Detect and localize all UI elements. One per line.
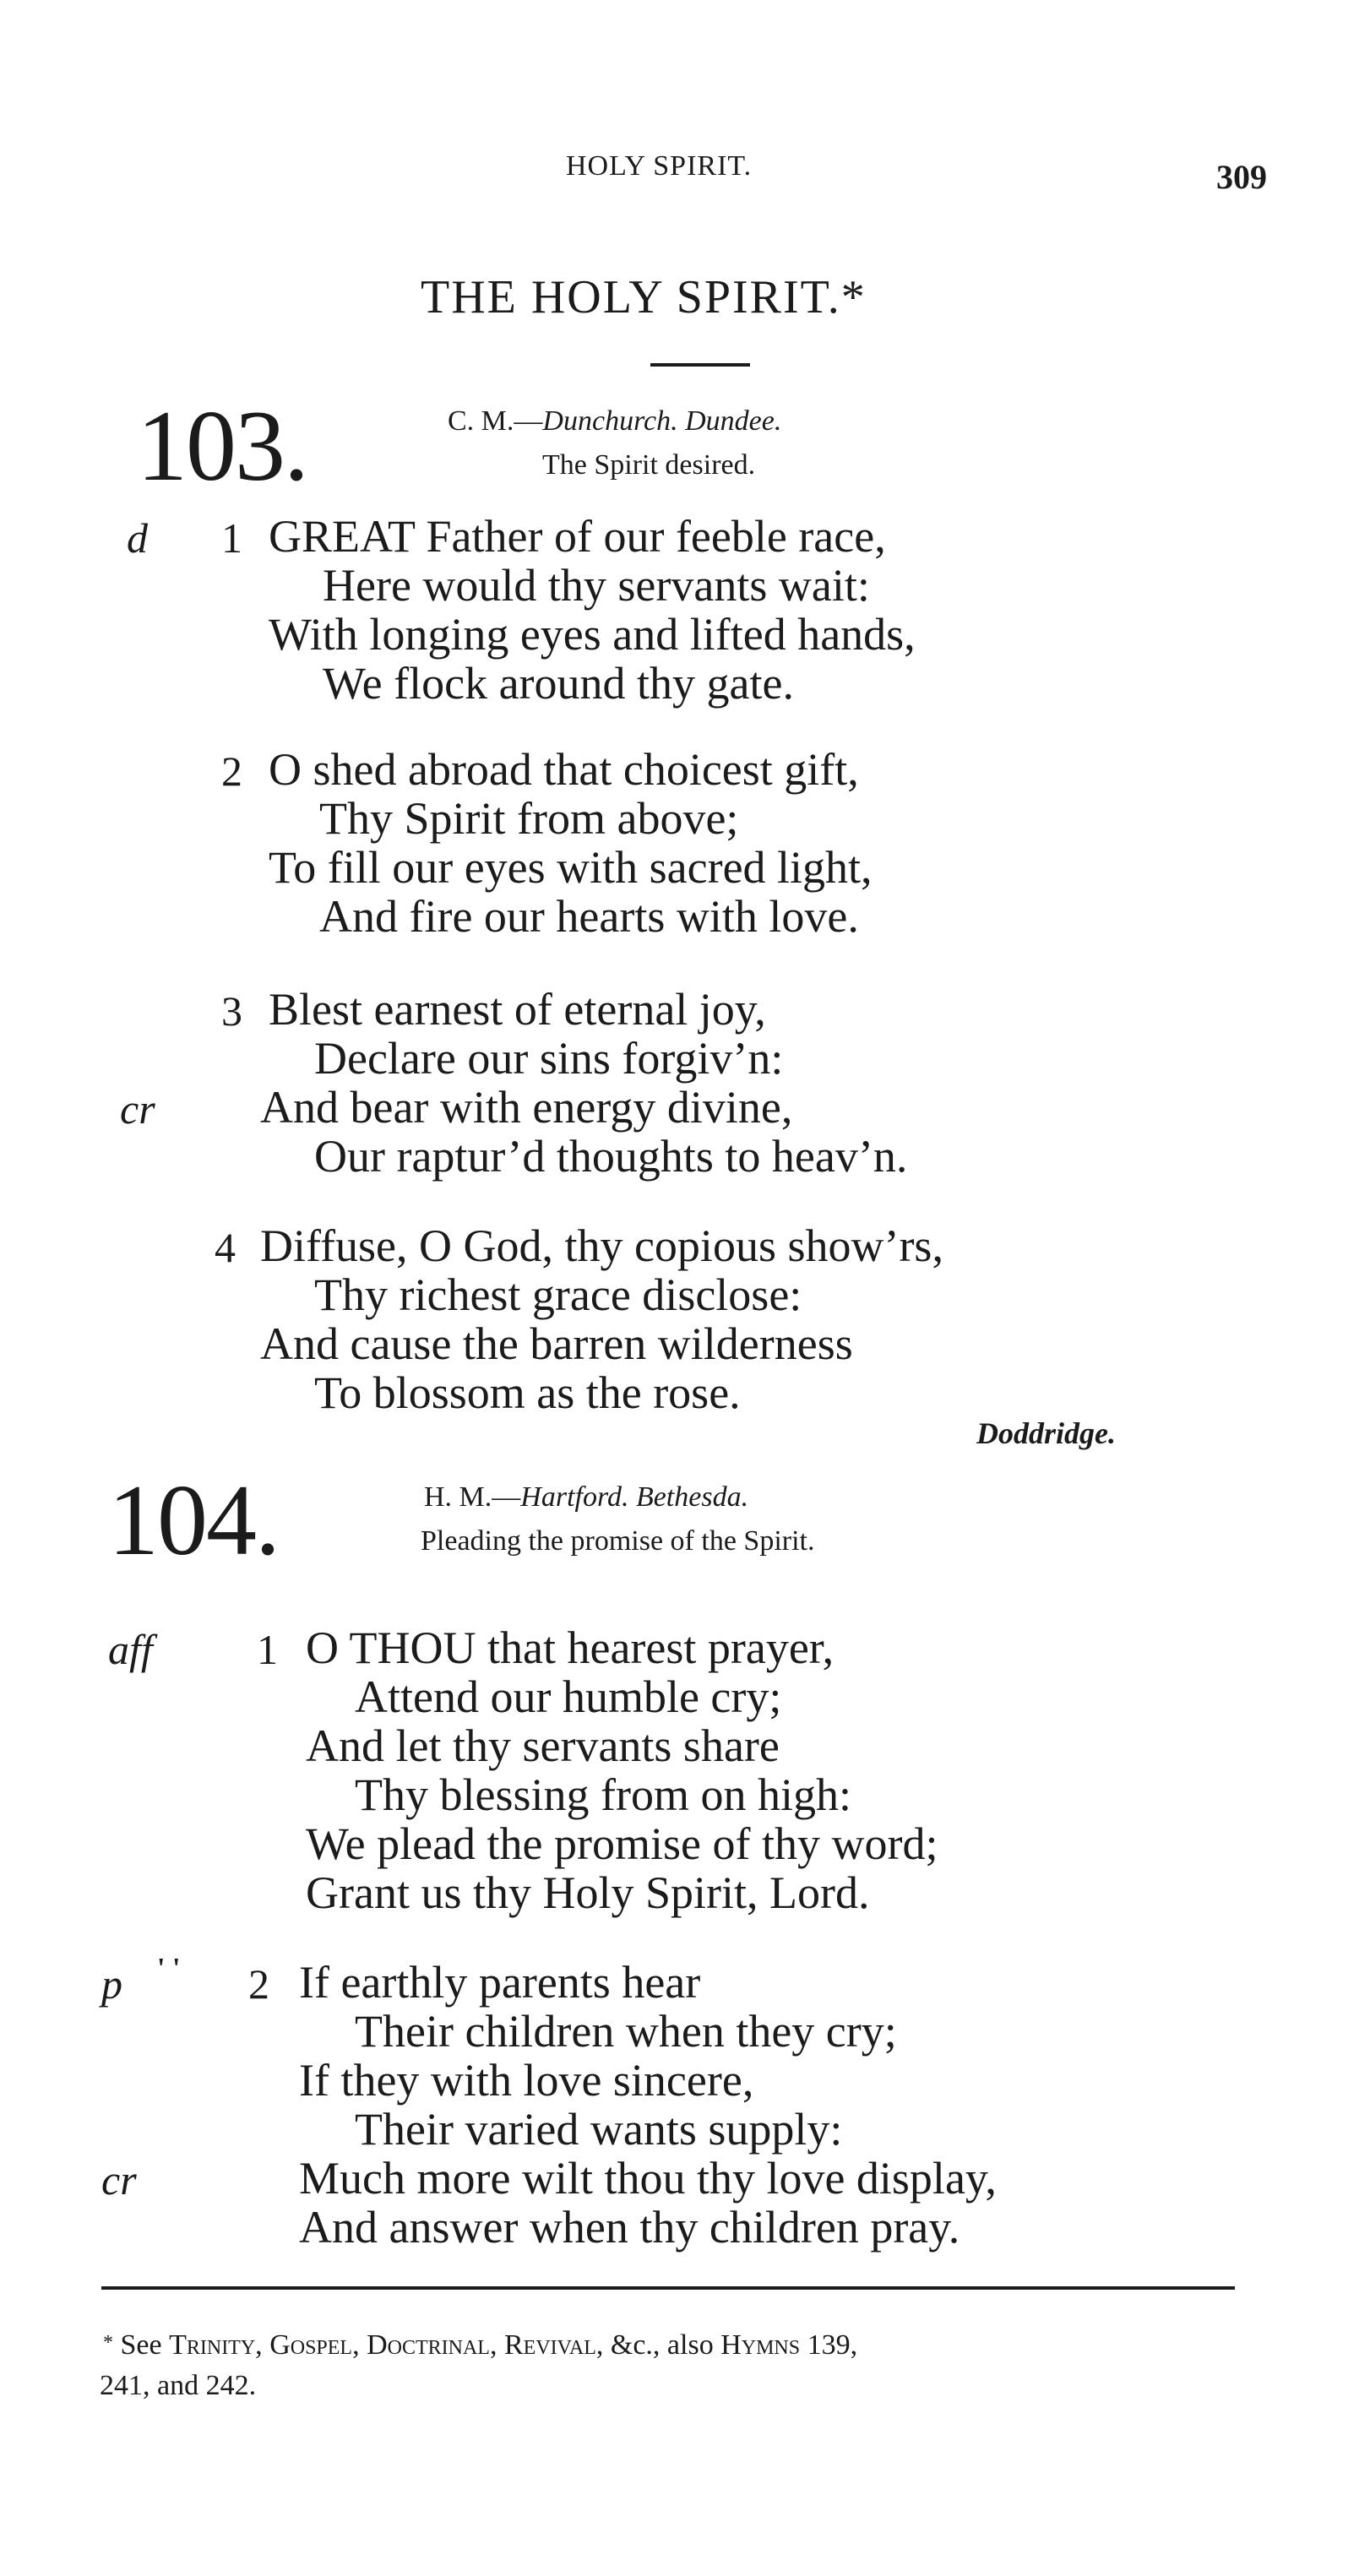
verse-line: If earthly parents hear (299, 1957, 701, 2008)
page-number: 309 (1216, 158, 1267, 196)
verse-line: To fill our eyes with sacred light, (269, 842, 873, 893)
hymn-meter: H. M.—Hartford. Bethesda. (424, 1481, 749, 1513)
verse-line: We plead the promise of thy word; (306, 1818, 938, 1869)
verse-line: If they with love sincere, (299, 2055, 754, 2106)
verse-line: Our raptur’d thoughts to heav’n. (314, 1131, 908, 1182)
hymn-meter: C. M.—Dunchurch. Dundee. (448, 405, 782, 437)
dynamic-mark: cr (101, 2156, 137, 2204)
verse-line: Their varied wants supply: (355, 2104, 843, 2155)
footnote-line-2: 241, and 242. (100, 2370, 257, 2401)
verse-line: Declare our sins forgiv’n: (314, 1033, 784, 1084)
verse-number: 4 (215, 1224, 236, 1271)
verse-number: 3 (221, 987, 242, 1035)
verse-line: And cause the barren wilderness (260, 1318, 853, 1369)
hymn-author: Doddridge. (976, 1416, 1116, 1450)
verse-line: And let thy servants share (306, 1720, 780, 1771)
hymn-number: 104. (108, 1464, 279, 1576)
verse-line: Thy blessing from on high: (355, 1769, 851, 1820)
verse-line: O THOU that hearest prayer, (306, 1622, 835, 1673)
verse-number: 1 (257, 1626, 278, 1673)
verse-line: And bear with energy divine, (260, 1082, 793, 1133)
hymn-subtitle: Pleading the promise of the Spirit. (421, 1525, 815, 1557)
verse-number: 2 (248, 1960, 269, 2008)
dynamic-mark: aff (108, 1626, 153, 1673)
verse-number: 1 (221, 514, 242, 562)
hymn-number: 103. (137, 389, 307, 502)
section-title: THE HOLY SPIRIT.* (421, 271, 867, 323)
hymn-subtitle: The Spirit desired. (542, 449, 756, 481)
footnote-divider (101, 2286, 1235, 2290)
verse-line: Blest earnest of eternal joy, (269, 984, 766, 1035)
verse-line: Grant us thy Holy Spirit, Lord. (306, 1867, 870, 1918)
footnote-line-1: * See Trinity, Gospel, Doctrinal, Revival, &c., also Hymns 139, (103, 2329, 858, 2361)
breath-mark: ' ' (157, 1953, 181, 1984)
verse-number: 2 (221, 747, 242, 795)
verse-line: O shed abroad that choicest gift, (269, 744, 859, 795)
title-divider (650, 363, 750, 367)
dynamic-mark: d (127, 514, 148, 562)
running-head: HOLY SPIRIT. (566, 150, 753, 182)
dynamic-mark: cr (120, 1085, 155, 1133)
verse-line: Thy richest grace disclose: (314, 1269, 802, 1320)
verse-line: Their children when they cry; (355, 2006, 897, 2057)
verse-line: Diffuse, O God, thy copious show’rs, (260, 1220, 943, 1271)
verse-line: And answer when thy children pray. (299, 2202, 960, 2253)
dynamic-mark: p (101, 1960, 122, 2008)
verse-line: Attend our humble cry; (355, 1671, 782, 1722)
verse-line: And fire our hearts with love. (319, 891, 859, 942)
verse-line: With longing eyes and lifted hands, (269, 609, 916, 660)
verse-line: GREAT Father of our feeble race, (269, 511, 886, 562)
verse-line: We flock around thy gate. (323, 658, 794, 709)
verse-line: Thy Spirit from above; (319, 793, 739, 844)
verse-line: To blossom as the rose. (314, 1367, 741, 1418)
verse-line: Here would thy servants wait: (323, 560, 870, 611)
verse-line: Much more wilt thou thy love display, (299, 2153, 997, 2204)
